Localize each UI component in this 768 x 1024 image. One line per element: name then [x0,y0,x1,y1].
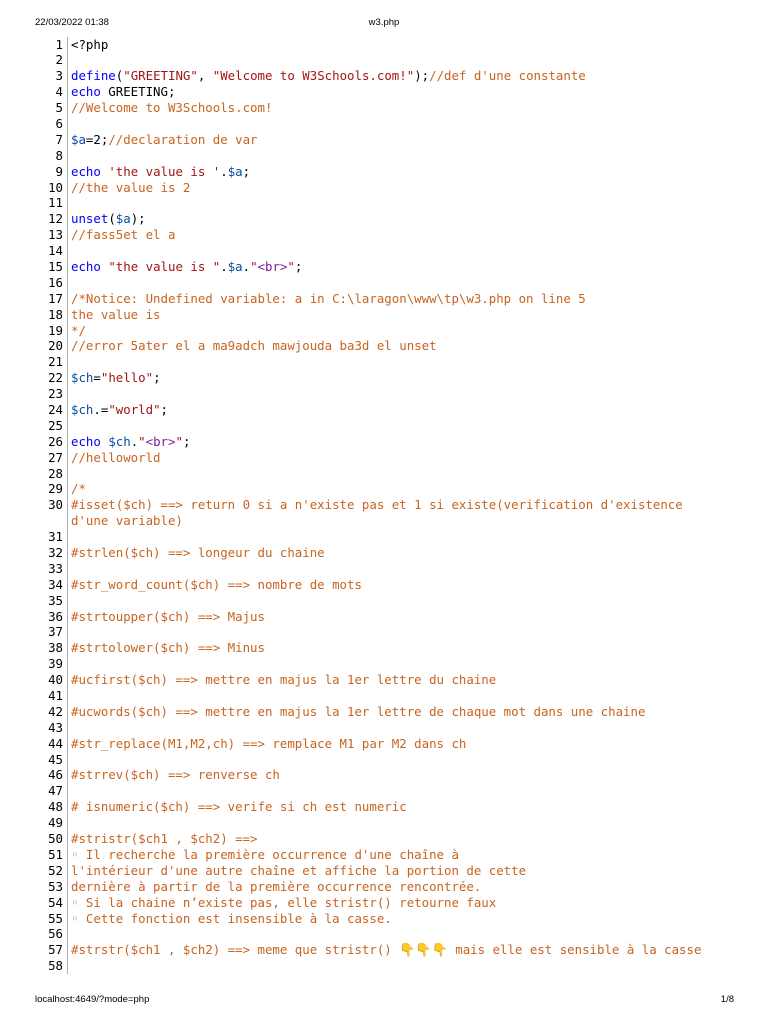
code-line [0,656,768,672]
code-line [0,942,768,958]
code-line [0,593,768,609]
code-token: ; [242,163,251,179]
code-line [0,624,768,640]
line-content [71,942,701,959]
line-content [71,307,161,323]
gutter-divider [67,307,68,323]
code-listing [0,37,768,975]
code-token: .= [93,401,109,417]
gutter-divider [67,577,68,593]
variable-token: $ch [71,370,94,386]
line-number: 27 [48,449,63,465]
line-number: 2 [55,52,63,68]
line-number: 48 [48,799,63,815]
line-content [71,259,302,275]
comment-token: //declaration de var [108,131,258,147]
comment-token: #str_word_count($ch) ==> nombre de mots [71,576,362,592]
line-number: 53 [48,878,63,894]
line-number: 42 [48,703,63,719]
code-line [0,847,768,863]
string-token: "world" [108,401,161,417]
code-line [0,116,768,132]
line-content [71,84,175,100]
gutter-divider [67,227,68,243]
comment-token: #isset($ch) ==> return 0 si a n'existe pas et 1 si existe(verification d'existence d'une variable) [71,497,683,529]
string-token: " [250,258,258,274]
gutter-divider [67,434,68,450]
line-number: 28 [48,465,63,481]
gutter-divider [67,402,68,418]
code-line [0,481,768,497]
code-line [0,275,768,291]
gutter-divider [67,354,68,370]
keyword-token: echo [71,163,101,179]
code-line [0,752,768,768]
line-number: 14 [48,243,63,259]
gutter-divider [67,767,68,783]
code-line [0,815,768,831]
comment-token: */ [71,322,86,338]
line-number: 44 [48,735,63,751]
line-number: 10 [48,179,63,195]
gutter-divider [67,259,68,275]
line-number: 9 [55,163,63,179]
gutter-divider [67,37,68,53]
code-line [0,323,768,339]
comment-token: //helloworld [71,449,161,465]
gutter-divider [67,211,68,227]
gutter-divider [67,84,68,100]
code-token: =2; [85,131,109,147]
gutter-divider [67,863,68,879]
line-content [71,434,190,450]
line-number: 21 [48,354,63,370]
gutter-divider [67,561,68,577]
code-line [0,354,768,370]
gutter-divider [67,148,68,164]
code-line [0,704,768,720]
gutter-divider [67,164,68,180]
gutter-divider [67,911,68,927]
line-number: 20 [48,338,63,354]
gutter-divider [67,847,68,863]
line-number: 47 [48,783,63,799]
code-line [0,736,768,752]
html-tag-token: <br> [145,433,176,449]
line-number: 5 [55,100,63,116]
line-number: 41 [48,688,63,704]
line-number: 3 [55,68,63,84]
gutter-divider [67,100,68,116]
gutter-divider [67,736,68,752]
comment-token: ◦ Cette fonction est insensible à la casse. [71,910,392,926]
code-line [0,688,768,704]
comment-token: # isnumeric($ch) ==> verife si ch est numeric [71,799,407,815]
line-content [71,370,161,386]
string-token: " [287,258,295,274]
line-number: 55 [48,910,63,926]
line-content [71,640,265,656]
gutter-divider [67,926,68,942]
line-number: 23 [48,386,63,402]
document-title: w3.php [368,17,400,28]
line-content [71,831,258,847]
gutter-divider [67,481,68,497]
string-token: "GREETING" [123,68,198,84]
string-token: " [175,433,183,449]
gutter-divider [67,609,68,625]
code-line [0,561,768,577]
variable-token: $a [227,258,243,274]
gutter-divider [67,116,68,132]
line-number: 25 [48,417,63,433]
line-content [71,100,272,116]
line-content [71,879,481,895]
line-number: 56 [48,926,63,942]
code-line [0,879,768,895]
line-number: 35 [48,592,63,608]
code-token: , [197,68,213,84]
gutter-divider [67,323,68,339]
keyword-token: unset [71,211,109,227]
line-number: 38 [48,640,63,656]
gutter-divider [67,656,68,672]
line-content [71,481,86,497]
line-number: 31 [48,529,63,545]
code-line [0,338,768,354]
comment-token: #strrev($ch) ==> renverse ch [71,767,280,783]
code-line [0,783,768,799]
comment-token: ◦ Il recherche la première occurrence d'une chaîne à [71,846,459,862]
gutter-divider [67,68,68,84]
line-number: 17 [48,290,63,306]
code-line [0,52,768,68]
gutter-divider [67,799,68,815]
line-content [71,672,496,688]
line-number: 49 [48,815,63,831]
line-number: 33 [48,560,63,576]
print-datetime: 22/03/2022 01:38 [35,17,109,28]
gutter-divider [67,52,68,68]
code-line [0,164,768,180]
line-number: 26 [48,433,63,449]
code-line [0,100,768,116]
line-number: 43 [48,719,63,735]
code-line [0,799,768,815]
comment-token: #stristr($ch1 , $ch2) ==> [71,831,258,847]
line-content [71,609,265,625]
gutter-divider [67,942,68,958]
line-content [71,863,526,879]
line-content [71,545,325,561]
line-number: 40 [48,672,63,688]
gutter-divider [67,815,68,831]
line-number: 15 [48,258,63,274]
line-number: 52 [48,862,63,878]
code-line [0,211,768,227]
line-number: 58 [48,958,63,974]
gutter-divider [67,688,68,704]
line-number: 36 [48,608,63,624]
comment-token: //def d'une constante [429,68,586,84]
line-number: 54 [48,894,63,910]
line-number: 51 [48,846,63,862]
comment-token: //the value is 2 [71,179,191,195]
code-token: = [93,370,101,386]
code-line [0,68,768,84]
gutter-divider [67,180,68,196]
comment-token: #strstr($ch1 , $ch2) ==> meme que stristr() [71,942,400,958]
code-token: ); [414,68,430,84]
line-number: 34 [48,576,63,592]
code-line [0,911,768,927]
gutter-divider [67,545,68,561]
code-line [0,926,768,942]
code-line [0,418,768,434]
line-content [71,450,161,466]
line-content [71,323,86,339]
gutter-divider [67,370,68,386]
code-token: <?php [71,36,109,52]
code-line [0,434,768,450]
gutter-divider [67,243,68,259]
comment-token: #strtolower($ch) ==> Minus [71,640,265,656]
line-content [71,704,645,720]
code-line [0,895,768,911]
code-token: . [220,163,228,179]
string-token: "Welcome to W3Schools.com!" [212,68,415,84]
string-token: "hello" [100,370,154,386]
comment-token: ◦ Si la chaine n’existe pas, elle stristr() retourne faux [71,894,497,910]
line-number: 18 [48,306,63,322]
gutter-divider [67,418,68,434]
gutter-divider [67,466,68,482]
code-token: ); [130,211,146,227]
line-content [71,577,362,593]
code-line [0,672,768,688]
gutter-divider [67,386,68,402]
comment-token: l'intérieur d'une autre chaîne et affiche la portion de cette [71,862,527,878]
gutter-divider [67,195,68,211]
code-line [0,386,768,402]
line-content [71,164,250,180]
variable-token: $ch [108,433,131,449]
keyword-token: echo [71,433,101,449]
line-number: 37 [48,624,63,640]
html-tag-token: <br> [257,258,288,274]
code-line [0,370,768,386]
pointing-hand-icon: 👇👇👇 [399,943,448,959]
comment-token: the value is [71,306,161,322]
line-content [71,211,146,227]
code-token: ; [160,401,168,417]
line-number: 7 [55,131,63,147]
line-number: 12 [48,211,63,227]
code-line [0,529,768,545]
gutter-divider [67,291,68,307]
code-line [0,148,768,164]
line-content [71,291,586,307]
string-token: 'the value is ' [108,163,221,179]
code-line [0,863,768,879]
code-line [0,720,768,736]
line-number: 57 [48,942,63,958]
line-content [71,180,190,196]
comment-token: mais elle est sensible à la casse [447,942,702,958]
gutter-divider [67,720,68,736]
keyword-token: define [71,68,116,84]
gutter-divider [67,672,68,688]
line-content [71,402,168,418]
line-number: 30 [48,497,63,513]
code-line [0,243,768,259]
code-line [0,958,768,974]
code-token: . [242,258,251,274]
code-token: ( [115,68,124,84]
code-line [0,577,768,593]
comment-token: /* [71,481,86,497]
line-content [71,497,721,529]
variable-token: $a [115,211,131,227]
code-line [0,227,768,243]
gutter-divider [67,831,68,847]
line-content [71,227,175,243]
line-number: 24 [48,401,63,417]
code-line [0,132,768,148]
comment-token: //fass5et el a [71,227,176,243]
line-number: 50 [48,831,63,847]
variable-token: $a [227,163,243,179]
gutter-divider [67,593,68,609]
code-line [0,307,768,323]
gutter-divider [67,752,68,768]
code-token: . [130,433,139,449]
gutter-divider [67,640,68,656]
line-content [71,895,496,911]
code-token: ; [182,433,191,449]
comment-token: #strlen($ch) ==> longeur du chaine [71,545,325,561]
line-number: 4 [55,84,63,100]
gutter-divider [67,895,68,911]
gutter-divider [67,275,68,291]
string-token: " [138,433,146,449]
line-number: 16 [48,274,63,290]
line-number: 29 [48,481,63,497]
gutter-divider [67,624,68,640]
line-content [71,799,407,815]
comment-token: #ucfirst($ch) ==> mettre en majus la 1er lettre du chaine [71,672,497,688]
comment-token: #str_replace(M1,M2,ch) ==> remplace M1 par M2 dans ch [71,735,467,751]
code-line [0,37,768,53]
line-number: 1 [55,36,63,52]
line-number: 22 [48,370,63,386]
comment-token: //Welcome to W3Schools.com! [71,100,273,116]
code-token: ( [108,211,116,227]
gutter-divider [67,497,68,529]
gutter-divider [67,529,68,545]
line-number: 11 [48,195,63,211]
keyword-token: echo [71,258,101,274]
code-line [0,545,768,561]
code-line [0,195,768,211]
code-line [0,497,768,529]
code-line [0,259,768,275]
line-content [71,847,459,863]
line-content [71,132,258,148]
line-content [71,68,586,84]
line-content [71,911,392,927]
code-token: ; [153,370,161,386]
page-url: localhost:4649/?mode=php [35,994,150,1005]
line-number: 45 [48,751,63,767]
gutter-divider [67,879,68,895]
gutter-divider [67,132,68,148]
line-content [71,37,108,53]
line-number: 19 [48,322,63,338]
code-token: . [220,258,228,274]
code-token: GREETING; [100,84,176,100]
comment-token: /*Notice: Undefined variable: a in C:\laragon\www\tp\w3.php on line 5 [71,290,586,306]
comment-token: #strtoupper($ch) ==> Majus [71,608,265,624]
gutter-divider [67,338,68,354]
code-token: ; [294,258,303,274]
line-content [71,338,437,354]
code-line [0,291,768,307]
gutter-divider [67,783,68,799]
comment-token: dernière à partir de la première occurrence rencontrée. [71,878,482,894]
code-line [0,831,768,847]
line-number: 46 [48,767,63,783]
keyword-token: echo [71,84,101,100]
code-line [0,609,768,625]
line-content [71,736,466,752]
gutter-divider [67,958,68,974]
code-line [0,180,768,196]
line-number: 8 [55,147,63,163]
comment-token: //error 5ater el a ma9adch mawjouda ba3d el unset [71,338,437,354]
line-number: 32 [48,545,63,561]
gutter-divider [67,450,68,466]
line-content [71,767,280,783]
comment-token: #ucwords($ch) ==> mettre en majus la 1er lettre de chaque mot dans une chaine [71,703,646,719]
code-line [0,402,768,418]
code-line [0,640,768,656]
page-number: 1/8 [720,994,734,1005]
variable-token: $a [71,131,86,147]
string-token: "the value is " [108,258,221,274]
variable-token: $ch [71,401,94,417]
line-number: 13 [48,227,63,243]
line-number: 39 [48,656,63,672]
code-line [0,466,768,482]
line-number: 6 [55,115,63,131]
code-line [0,767,768,783]
gutter-divider [67,704,68,720]
code-line [0,450,768,466]
code-line [0,84,768,100]
